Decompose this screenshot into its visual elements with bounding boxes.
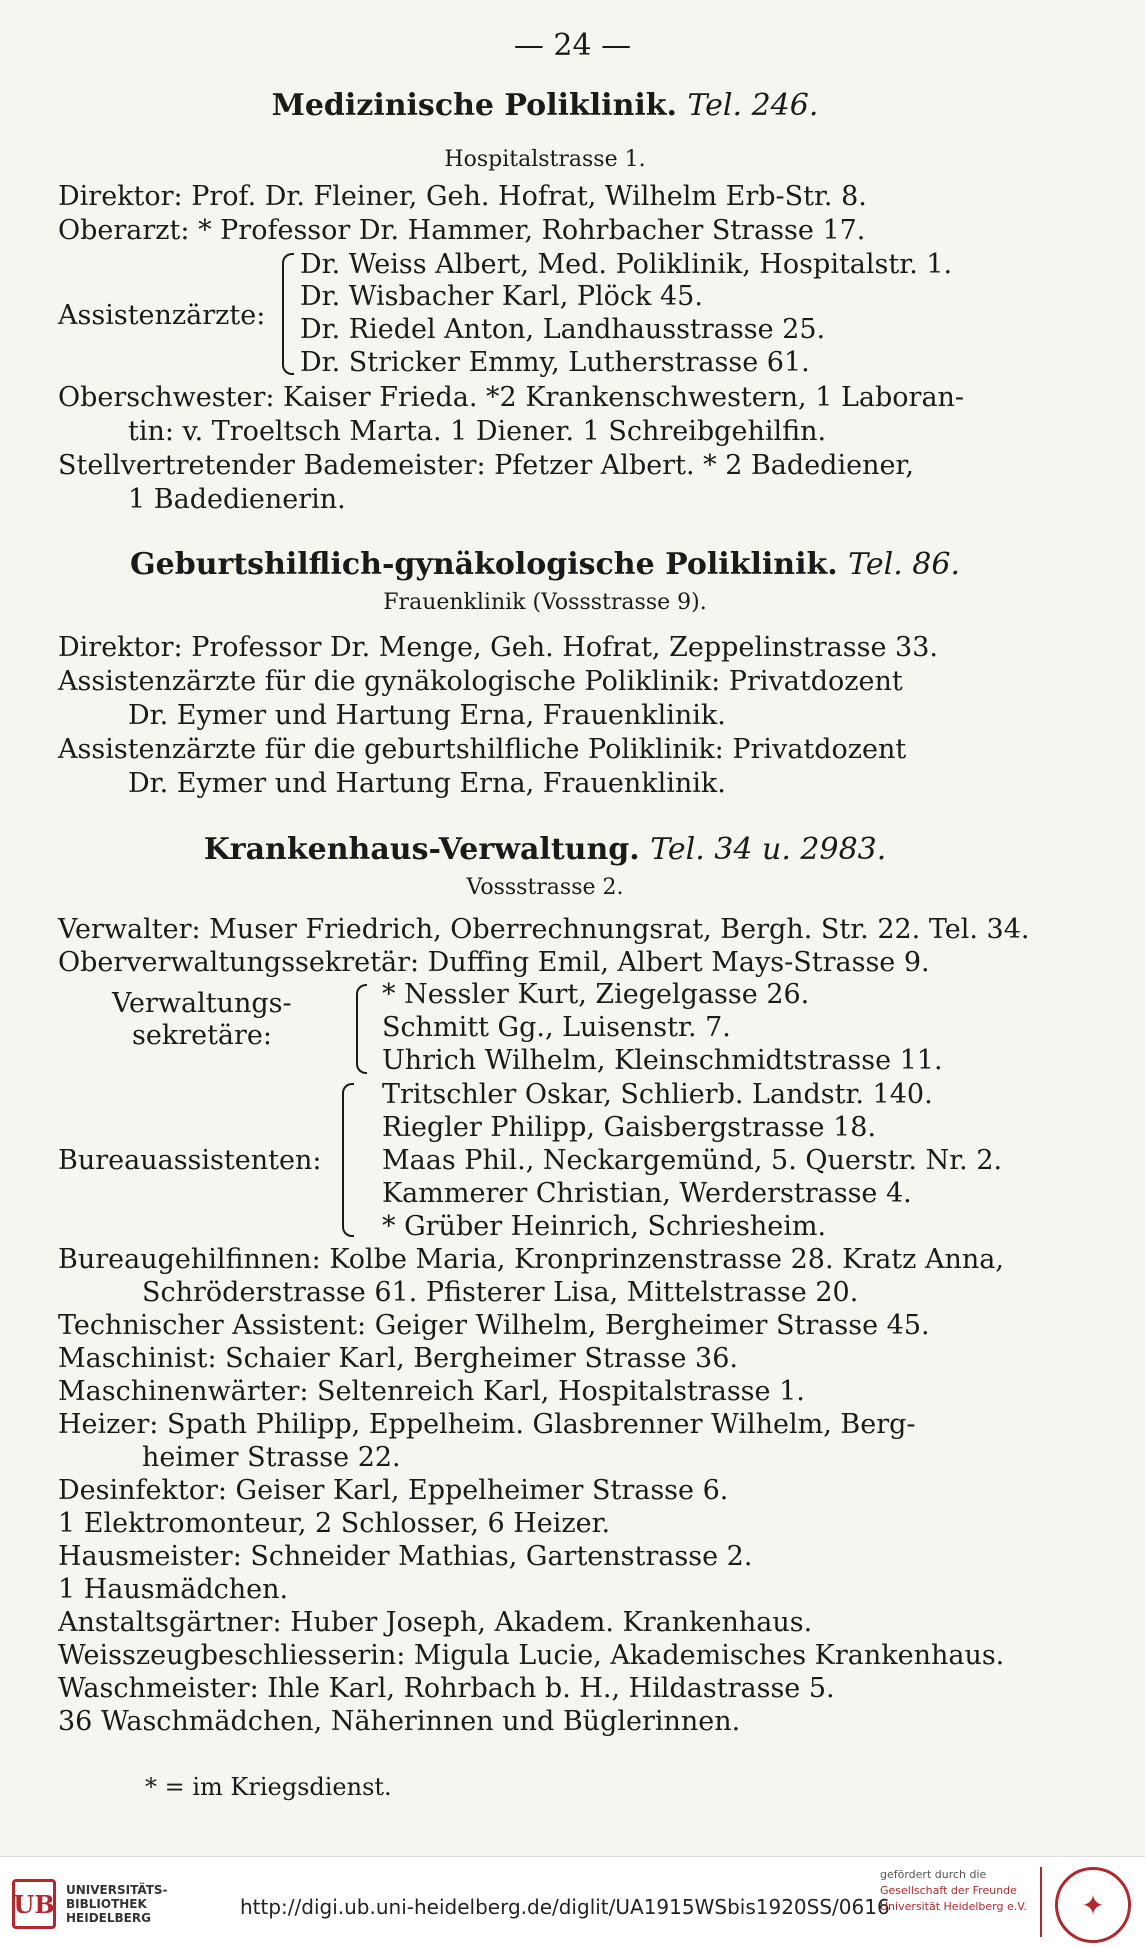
sponsor-line: Universität Heidelberg e.V.	[880, 1900, 1027, 1913]
section-title: Medizinische Poliklinik.	[271, 88, 678, 123]
text-line: Dr. Eymer und Hartung Erna, Frauenklinik.	[128, 700, 726, 731]
text-line: Verwalter: Muser Friedrich, Oberrechnungsrat, Bergh. Str. 22. Tel. 34.	[58, 914, 1030, 945]
list-item: Dr. Riedel Anton, Landhausstrasse 25.	[300, 314, 826, 345]
list-item: Dr. Stricker Emmy, Lutherstrasse 61.	[300, 347, 810, 378]
library-name-line: HEIDELBERG	[66, 1911, 151, 1925]
text-line: Technischer Assistent: Geiger Wilhelm, Bergheimer Strasse 45.	[58, 1310, 930, 1341]
text-line: Direktor: Prof. Dr. Fleiner, Geh. Hofrat, Wilhelm Erb-Str. 8.	[58, 181, 867, 212]
university-seal-icon: ✦	[1055, 1867, 1131, 1943]
list-item: Schmitt Gg., Luisenstr. 7.	[382, 1012, 731, 1043]
list-item: Kammerer Christian, Werderstrasse 4.	[382, 1178, 912, 1209]
list-item: * Grüber Heinrich, Schriesheim.	[382, 1211, 827, 1242]
divider	[1040, 1867, 1042, 1937]
footer-bar	[0, 1856, 1145, 1947]
text-line: Heizer: Spath Philipp, Eppelheim. Glasbrenner Wilhelm, Berg-	[58, 1409, 916, 1440]
section-address: Frauenklinik (Vossstrasse 9).	[383, 590, 707, 615]
text-line: 36 Waschmädchen, Näherinnen und Büglerinnen.	[58, 1706, 741, 1737]
brace-icon	[356, 984, 367, 1074]
label-verwaltungssekretaere: sekretäre:	[132, 1020, 273, 1051]
brace-icon	[282, 253, 294, 375]
section-tel: Tel. 246.	[687, 88, 819, 123]
label-bureauassistenten: Bureauassistenten:	[58, 1145, 322, 1176]
text-line: Weisszeugbeschliesserin: Migula Lucie, Akademisches Krankenhaus.	[58, 1640, 1005, 1671]
text-line: Assistenzärzte für die gynäkologische Poliklinik: Privatdozent	[58, 666, 903, 697]
library-name-line: BIBLIOTHEK	[66, 1897, 147, 1911]
section-address: Hospitalstrasse 1.	[444, 147, 646, 172]
text-line: Maschinenwärter: Seltenreich Karl, Hospitalstrasse 1.	[58, 1376, 805, 1407]
list-item: * Nessler Kurt, Ziegelgasse 26.	[382, 979, 810, 1010]
footnote: * = im Kriegsdienst.	[145, 1773, 392, 1801]
text-line: 1 Elektromonteur, 2 Schlosser, 6 Heizer.	[58, 1508, 611, 1539]
library-logo-icon: UB	[12, 1879, 56, 1929]
list-item: Dr. Wisbacher Karl, Plöck 45.	[300, 281, 703, 312]
section-heading-geburtshilflich	[0, 547, 1090, 582]
sponsor-line: gefördert durch die	[880, 1868, 987, 1881]
section-tel: Tel. 86.	[848, 547, 960, 582]
list-item: Dr. Weiss Albert, Med. Poliklinik, Hospitalstr. 1.	[300, 249, 953, 280]
text-line: Assistenzärzte für die geburtshilfliche Poliklinik: Privatdozent	[58, 734, 907, 765]
text-line: Stellvertretender Bademeister: Pfetzer Albert. * 2 Badediener,	[58, 450, 914, 481]
sponsor-line: Gesellschaft der Freunde	[880, 1884, 1017, 1897]
text-line: Waschmeister: Ihle Karl, Rohrbach b. H., Hildastrasse 5.	[58, 1673, 835, 1704]
source-url-link[interactable]: http://digi.ub.uni-heidelberg.de/diglit/UA1915WSbis1920SS/0616	[240, 1895, 890, 1919]
section-heading-verwaltung	[0, 832, 1090, 867]
label-verwaltungssekretaere: Verwaltungs-	[112, 988, 292, 1019]
section-address: Vossstrasse 2.	[466, 875, 624, 900]
text-line: Oberverwaltungssekretär: Duffing Emil, Albert Mays-Strasse 9.	[58, 947, 930, 978]
label-assistenzaerzte: Assistenzärzte:	[58, 300, 266, 331]
section-title: Geburtshilflich-gynäkologische Poliklinik.	[130, 547, 838, 582]
section-heading-medizinische	[0, 88, 1090, 123]
text-line: Hausmeister: Schneider Mathias, Gartenstrasse 2.	[58, 1541, 753, 1572]
list-item: Uhrich Wilhelm, Kleinschmidtstrasse 11.	[382, 1045, 943, 1076]
list-item: Maas Phil., Neckargemünd, 5. Querstr. Nr. 2.	[382, 1145, 1003, 1176]
text-line: tin: v. Troeltsch Marta. 1 Diener. 1 Schreibgehilfin.	[128, 416, 827, 447]
sponsor-block	[880, 1867, 1027, 1915]
text-line: Desinfektor: Geiser Karl, Eppelheimer Strasse 6.	[58, 1475, 729, 1506]
text-line: Anstaltsgärtner: Huber Joseph, Akadem. Krankenhaus.	[58, 1607, 813, 1638]
text-line: 1 Badedienerin.	[128, 484, 346, 515]
text-line: Bureaugehilfinnen: Kolbe Maria, Kronprinzenstrasse 28. Kratz Anna,	[58, 1244, 1004, 1275]
text-line: Direktor: Professor Dr. Menge, Geh. Hofrat, Zeppelinstrasse 33.	[58, 632, 938, 663]
text-line: Oberschwester: Kaiser Frieda. *2 Krankenschwestern, 1 Laboran-	[58, 382, 965, 413]
library-logo[interactable]	[12, 1879, 168, 1929]
text-line: 1 Hausmädchen.	[58, 1574, 289, 1605]
text-line: Dr. Eymer und Hartung Erna, Frauenklinik.	[128, 768, 726, 799]
list-item: Riegler Philipp, Gaisbergstrasse 18.	[382, 1112, 877, 1143]
list-item: Tritschler Oskar, Schlierb. Landstr. 140.	[382, 1079, 933, 1110]
page-number: — 24 —	[513, 28, 632, 63]
section-title: Krankenhaus-Verwaltung.	[203, 832, 640, 867]
brace-icon	[342, 1083, 354, 1237]
text-line: Oberarzt: * Professor Dr. Hammer, Rohrbacher Strasse 17.	[58, 215, 866, 246]
section-tel: Tel. 34 u. 2983.	[650, 832, 887, 867]
library-name-line: UNIVERSITÄTS-	[66, 1883, 168, 1897]
library-name	[66, 1883, 168, 1925]
text-line: Schröderstrasse 61. Pfisterer Lisa, Mittelstrasse 20.	[142, 1277, 859, 1308]
text-line: heimer Strasse 22.	[142, 1442, 401, 1473]
text-line: Maschinist: Schaier Karl, Bergheimer Strasse 36.	[58, 1343, 738, 1374]
